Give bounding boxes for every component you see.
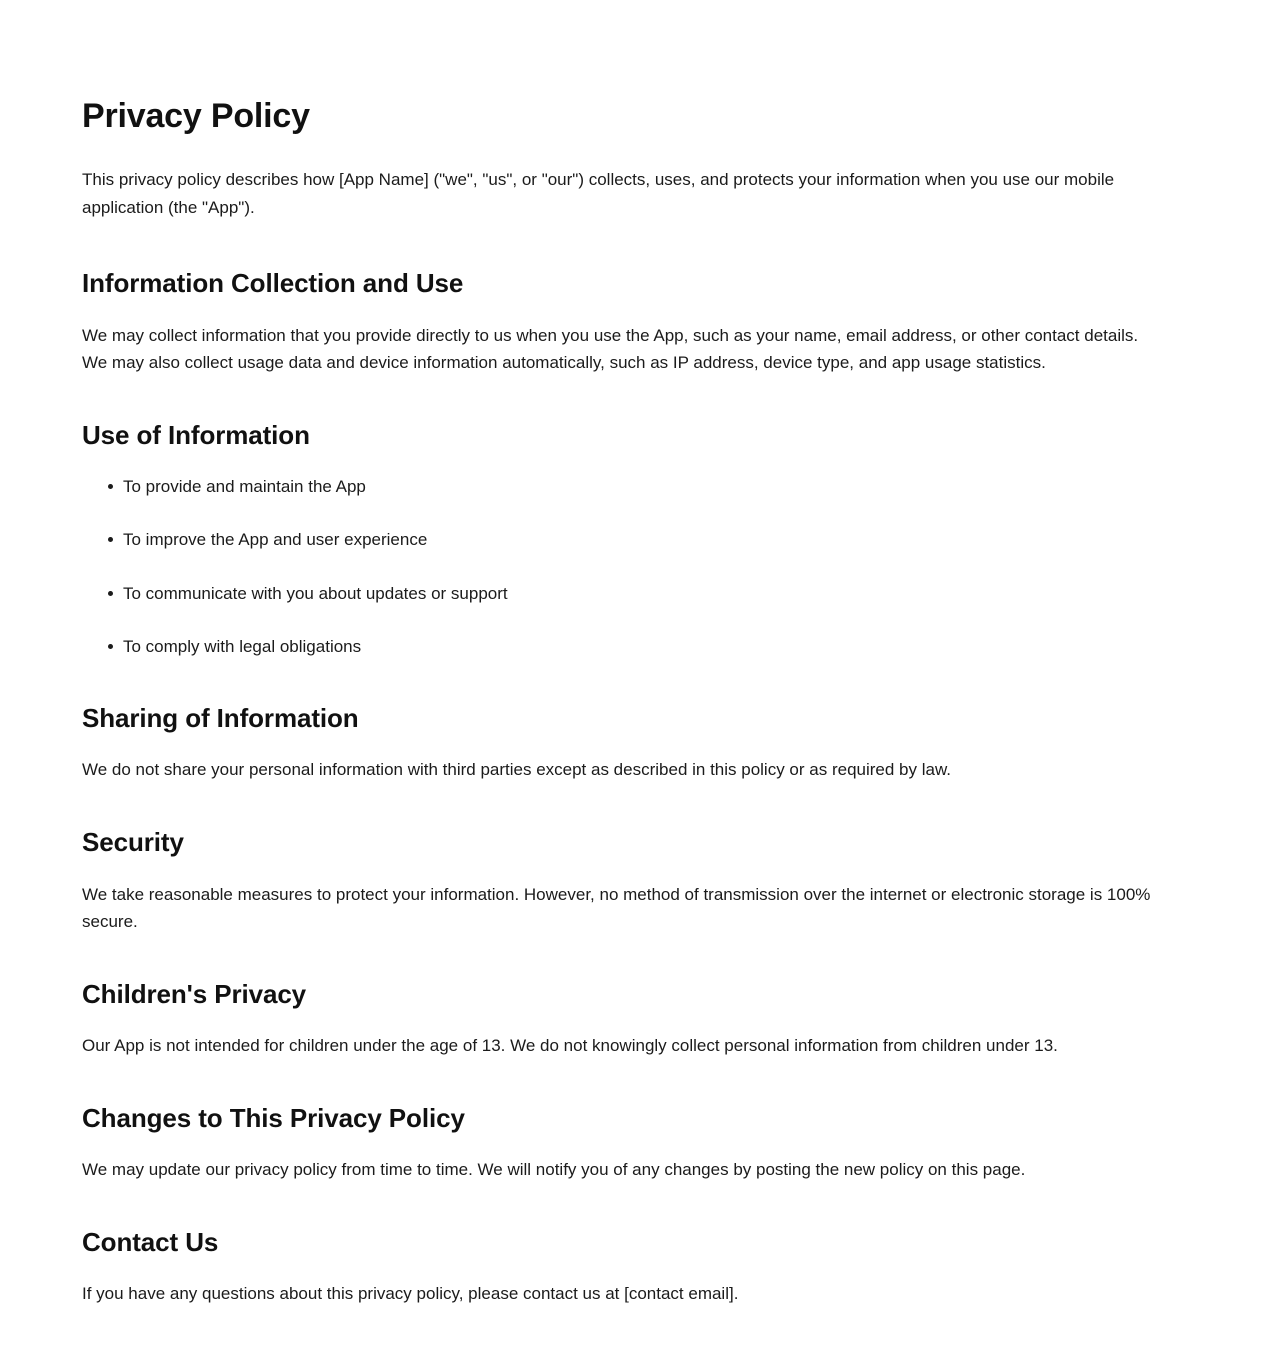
section-childrens-privacy: [82, 978, 1168, 1060]
page-title: Privacy Policy: [82, 97, 310, 135]
section-body: We may collect information that you provide directly to us when you use the App, such as your name, email address, or other contact details. We may also collect usage data and device information automatically, such as IP address, device type, and app usage statistics.: [82, 325, 1139, 373]
section-body: We do not share your personal information with third parties except as described in this policy or as required by law.: [82, 760, 952, 780]
section-heading: Sharing of Information: [82, 702, 359, 733]
section-body: If you have any questions about this privacy policy, please contact us at [contact email].: [82, 1284, 739, 1304]
list-item: To provide and maintain the App: [108, 473, 1168, 500]
section-contact-us: [82, 1226, 1168, 1308]
section-changes-to-this-privacy-policy: [82, 1102, 1168, 1184]
section-security: [82, 826, 1168, 936]
list-item: To comply with legal obligations: [108, 633, 1168, 660]
section-use-of-information: [82, 419, 1168, 660]
list-item: To communicate with you about updates or support: [108, 580, 1168, 607]
section-body: We take reasonable measures to protect your information. However, no method of transmission over the internet or electronic storage is 100% secure.: [82, 884, 1151, 932]
section-heading: Information Collection and Use: [82, 268, 464, 299]
section-sharing-of-information: [82, 702, 1168, 784]
section-information-collection-and-use: [82, 267, 1168, 377]
section-heading: Use of Information: [82, 419, 310, 450]
section-body: Our App is not intended for children under the age of 13. We do not knowingly collect personal information from children under 13.: [82, 1036, 1058, 1056]
list-item: To improve the App and user experience: [108, 526, 1168, 553]
intro-paragraph: This privacy policy describes how [App Name] ("we", "us", or "our") collects, uses, and protects your information when you use our mobile application (the "App").: [82, 170, 1115, 217]
section-heading: Security: [82, 827, 184, 858]
section-body: We may update our privacy policy from time to time. We will notify you of any changes by posting the new policy on this page.: [82, 1160, 1026, 1180]
section-heading: Contact Us: [82, 1226, 219, 1257]
use-of-information-list: [82, 473, 1168, 660]
section-heading: Children's Privacy: [82, 978, 307, 1009]
section-heading: Changes to This Privacy Policy: [82, 1102, 465, 1133]
